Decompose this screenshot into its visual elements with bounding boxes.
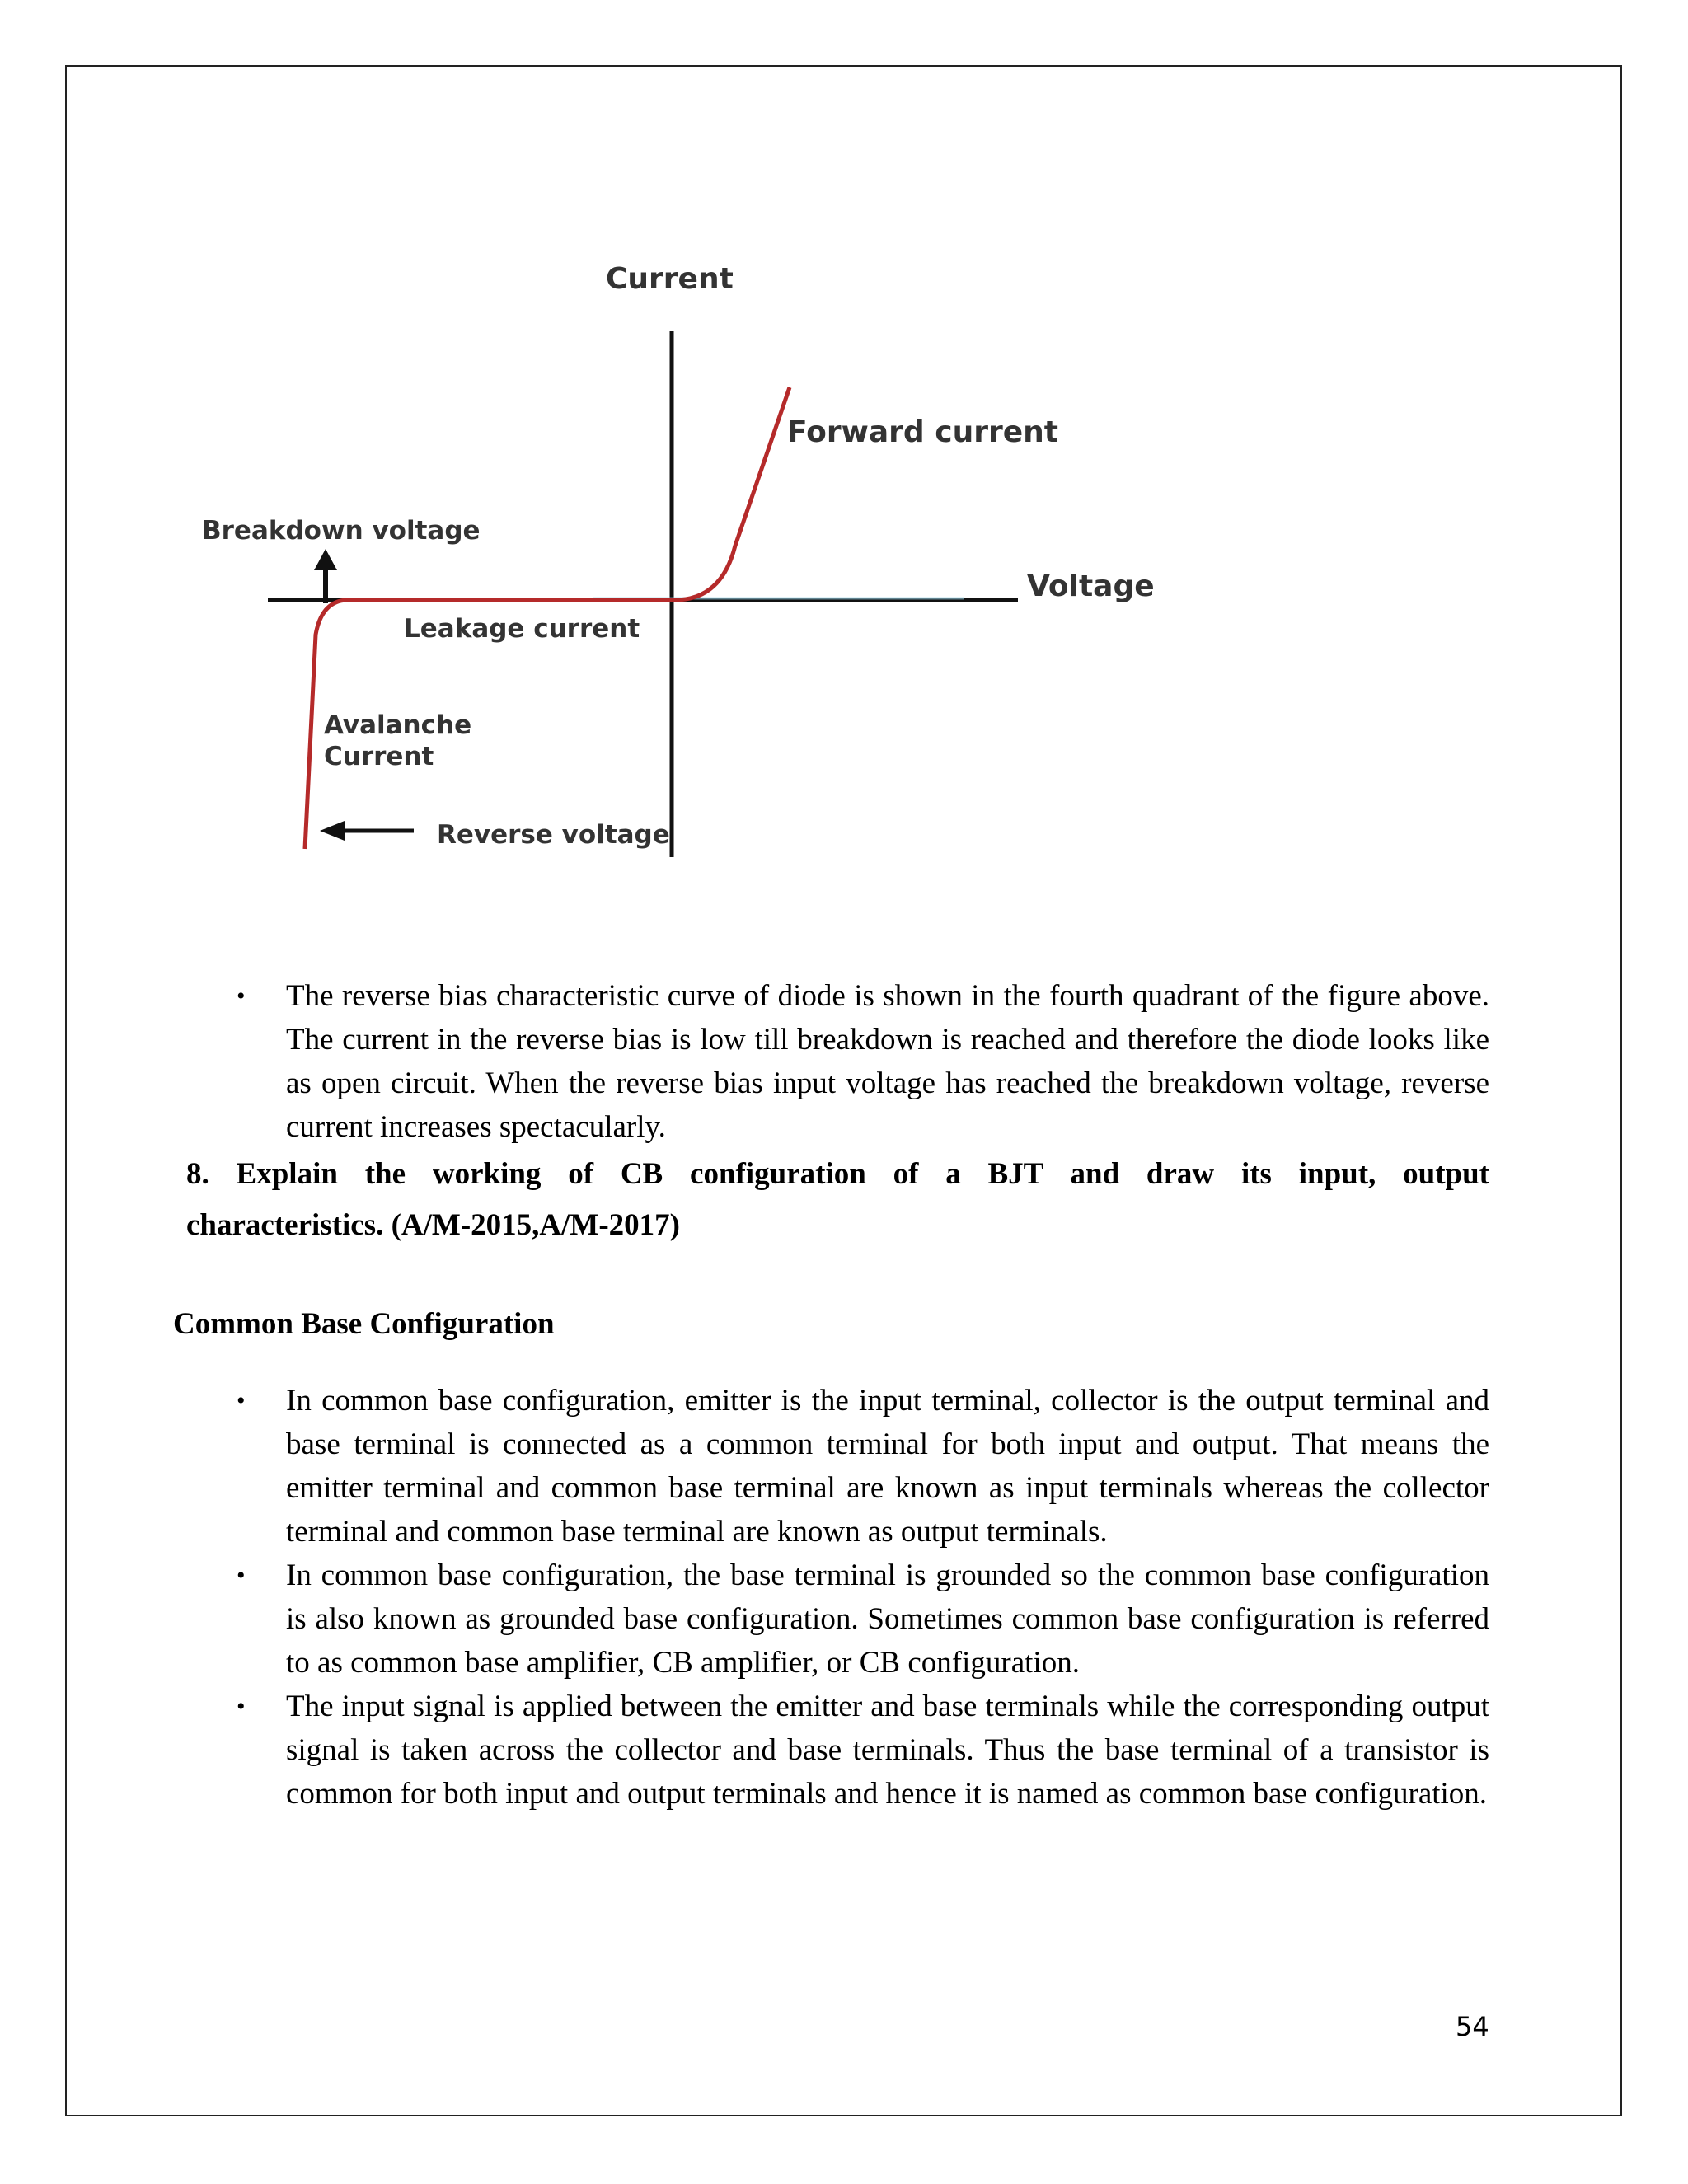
cb-bullets-block — [237, 1379, 1489, 1816]
bullet-text: In common base configuration, emitter is the input terminal, collector is the output terminal and base terminal is connected as a common terminal for both input and output. That means the emitter terminal and common base terminal are known as input terminals whereas the collector terminal and common base terminal are known as output terminals. — [286, 1384, 1489, 1549]
page-number: 54 — [1456, 2011, 1489, 2042]
leakage-current-label: Leakage current — [404, 614, 640, 644]
list-item — [237, 1554, 1489, 1685]
avalanche-label-line2: Current — [324, 742, 434, 771]
question-line1: 8. Explain the working of CB configuration of a BJT and draw its input, output — [186, 1157, 1489, 1191]
reverse-arrow-head — [320, 821, 345, 841]
forward-curve — [672, 387, 790, 600]
voltage-label: Voltage — [1027, 569, 1155, 603]
list-item — [237, 1379, 1489, 1554]
reverse-voltage-label: Reverse voltage — [437, 820, 670, 850]
diode-curve-svg — [181, 247, 1220, 890]
breakdown-arrow-head — [314, 549, 337, 570]
question-block — [186, 1149, 1489, 1251]
bullet-icon: • — [237, 1693, 246, 1720]
intro-bullet-list — [237, 974, 1489, 1149]
bullet-icon: • — [237, 982, 246, 1010]
bullet-icon: • — [237, 1387, 246, 1414]
current-label: Current — [606, 262, 734, 296]
bullet-text: The input signal is applied between the emitter and base terminals while the corresponding output signal is taken across the collector and base terminals. Thus the base terminal of a transistor is common for both input and output terminals and hence it is named as common base configuration. — [286, 1690, 1489, 1811]
question-line2: characteristics. (A/M-2015,A/M-2017) — [186, 1208, 680, 1242]
bullet-icon: • — [237, 1562, 246, 1589]
bullet-text: The reverse bias characteristic curve of diode is shown in the fourth quadrant of the figure above. The current in the reverse bias is low till breakdown is reached and therefore the diode looks like as open circuit. When the reverse bias input voltage has reached the breakdown voltage, reverse current increases spectacularly. — [286, 979, 1489, 1144]
list-item — [237, 974, 1489, 1149]
list-item — [237, 1685, 1489, 1816]
breakdown-voltage-label: Breakdown voltage — [202, 516, 481, 546]
forward-current-label: Forward current — [787, 415, 1058, 449]
section-heading: Common Base Configuration — [173, 1307, 555, 1341]
diode-characteristic-figure — [181, 247, 1220, 890]
bullet-text: In common base configuration, the base terminal is grounded so the common base configuration is also known as grounded base configuration. Sometimes common base configuration is referred to as common base amplifier, CB amplifier, or CB configuration. — [286, 1558, 1489, 1680]
avalanche-label-line1: Avalanche — [324, 710, 472, 740]
intro-bullets-block — [237, 974, 1489, 1149]
cb-bullet-list — [237, 1379, 1489, 1816]
